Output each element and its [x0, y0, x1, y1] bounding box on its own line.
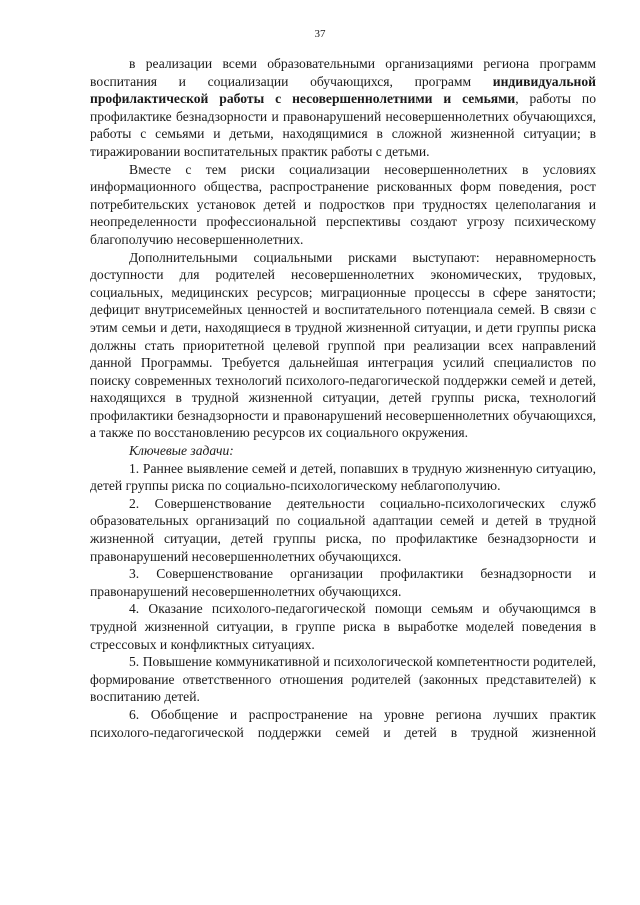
- task-item-1: 1. Раннее выявление семей и детей, попавших в трудную жизненную ситуацию, детей группы риска по социально-психологическому неблагополучию.: [90, 460, 596, 494]
- risks-paragraph: Вместе с тем риски социализации несовершеннолетних в условиях информационного общества, распространение рискованных форм поведения, рост потребительских установок детей и подростков при трудностях целеполагания и неопределенности профессиональной перспективы создают угрозу психическому благополучию несовершеннолетних.: [90, 161, 596, 247]
- intro-bold-text: индивидуальной профилактической работы с несовершеннолетними и семьями: [90, 73, 596, 107]
- page-number: 37: [314, 28, 326, 40]
- intro-text-start: в реализации всеми образовательными организациями региона программ воспитания и социализации обучающихся, программ: [90, 56, 596, 89]
- document-body: [90, 55, 596, 741]
- task-item-2: 2. Совершенствование деятельности социально-психологических служб образовательных организаций по социальной адаптации семей и детей в трудной жизненной ситуации, детей группы риска, по профилактике безнадзорности и правонарушений несовершеннолетних обучающихся.: [90, 495, 596, 564]
- task-item-5: 5. Повышение коммуникативной и психологической компетентности родителей, формирование ответственного отношения родителей (законных представителей) к воспитанию детей.: [90, 654, 596, 705]
- intro-text-end: , работы по профилактике безнадзорности и правонарушений несовершеннолетних обучающихся, работы с семьями и детьми, находящимися в сложной жизненной ситуации; в тиражировании воспитательных практик работы с детьми.: [90, 91, 596, 159]
- intro-paragraph: [90, 55, 596, 161]
- task-item-3: 3. Совершенствование организации профилактики безнадзорности и правонарушений несовершеннолетних обучающихся.: [90, 566, 596, 599]
- key-tasks-heading: Ключевые задачи:: [129, 443, 234, 459]
- additional-risks-paragraph: Дополнительными социальными рисками выступают: неравномерность доступности для родителей несовершеннолетних экономических, трудовых, социальных, медицинских ресурсов; миграционные процессы в сфере занятости; дефицит внутрисемейных ценностей и воспитательного потенциала семей. В связи с этим семьи и дети, находящиеся в трудной жизненной ситуации, и дети группы риска должны стать приоритетной целевой группой при реализации всех направлений данной Программы. Требуется дальнейшая интеграция усилий специалистов по поиску современных технологий психолого-педагогической поддержки семей и детей, находящихся в трудной жизненной ситуации, детей группы риска, технологий профилактики безнадзорности и правонарушений несовершеннолетних обучающихся, а также по восстановлению ресурсов их социального окружения.: [90, 249, 596, 441]
- task-item-6: 6. Обобщение и распространение на уровне региона лучших практик психолого-педагогической поддержки семей и детей в трудной жизненной: [90, 706, 596, 740]
- task-item-4: 4. Оказание психолого-педагогической помощи семьям и обучающимся в трудной жизненной ситуации, в группе риска в выработке моделей поведения в стрессовых и конфликтных ситуациях.: [90, 601, 596, 652]
